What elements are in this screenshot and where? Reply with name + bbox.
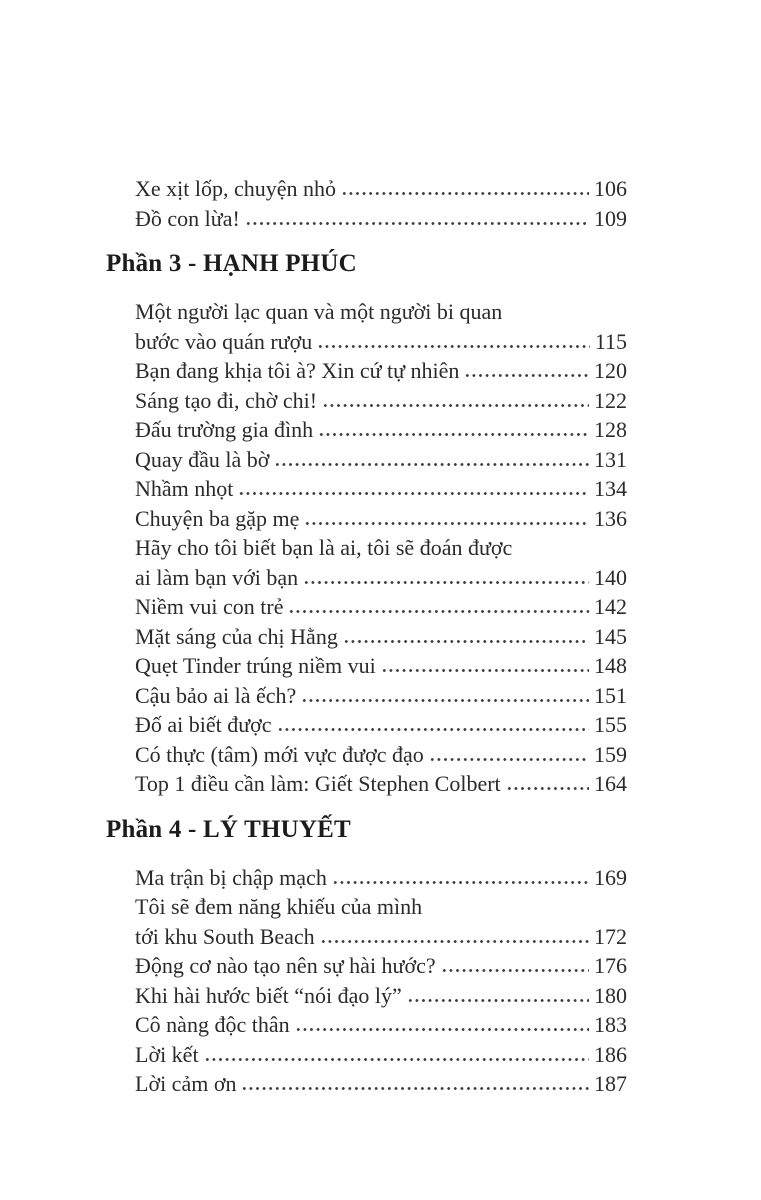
- page-number: 140: [594, 564, 627, 590]
- toc-entry: [135, 174, 627, 204]
- toc-entry-title: Bạn đang khịa tôi à? Xin cứ tự nhiên: [135, 358, 460, 383]
- toc-entry: [135, 204, 627, 234]
- page-number: 120: [594, 358, 627, 383]
- toc-section: [106, 174, 627, 233]
- toc-entry: [135, 740, 627, 770]
- toc-entry: [135, 563, 627, 593]
- dot-leader: [304, 521, 589, 526]
- toc-entry: [135, 681, 627, 711]
- toc-entry-title: Đấu trường gia đình: [135, 417, 314, 442]
- dot-leader: [332, 880, 589, 885]
- toc-entry-title: Xe xịt lốp, chuyện nhỏ: [135, 176, 337, 201]
- toc-entry-title: Top 1 điều cần làm: Giết Stephen Colbert: [135, 771, 501, 796]
- page-number: 136: [594, 505, 627, 531]
- dot-leader: [295, 1027, 589, 1032]
- toc-entry: [135, 592, 627, 622]
- toc-entry-continuation: [135, 892, 627, 922]
- toc-entry-title: Hãy cho tôi biết bạn là ai, tôi sẽ đoán được: [135, 535, 513, 560]
- toc-entry: [135, 386, 627, 416]
- toc-entry-title: Lời cảm ơn: [135, 1071, 237, 1096]
- page-number: 122: [594, 387, 627, 413]
- page-number: 142: [594, 594, 627, 619]
- toc-entry-title: Có thực (tâm) mới vực được đạo: [135, 741, 424, 767]
- toc-entry: [135, 651, 627, 681]
- toc-entry: [135, 1010, 627, 1040]
- page-number: 128: [594, 417, 627, 442]
- toc-entry-title: Một người lạc quan và một người bi quan: [135, 299, 503, 324]
- dot-leader: [320, 939, 589, 944]
- dot-leader: [407, 998, 589, 1003]
- dot-leader: [506, 786, 589, 791]
- page-number: 159: [594, 741, 627, 767]
- toc-list: [106, 174, 627, 1099]
- dot-leader: [429, 757, 589, 762]
- page-number: 169: [594, 864, 627, 890]
- page-number: 145: [594, 623, 627, 649]
- toc-entry-title: Động cơ nào tạo nên sự hài hước?: [135, 953, 436, 978]
- page-number: 109: [594, 205, 627, 231]
- toc-entry-title: bước vào quán rượu: [135, 328, 313, 354]
- page-number: 172: [594, 923, 627, 949]
- page-number: 180: [594, 982, 627, 1008]
- page-number: 134: [594, 476, 627, 501]
- page-number: 151: [594, 682, 627, 708]
- toc-section: [106, 815, 627, 1099]
- dot-leader: [441, 968, 589, 973]
- dot-leader: [317, 344, 590, 349]
- section-heading: Phần 3 - HẠNH PHÚC: [106, 250, 357, 277]
- toc-entry-title: Niềm vui con trẻ: [135, 594, 284, 619]
- toc-entry: [135, 922, 627, 952]
- toc-entry-title: Tôi sẽ đem năng khiếu của mình: [135, 894, 423, 919]
- toc-entry: [135, 504, 627, 534]
- dot-leader: [241, 1086, 589, 1091]
- toc-entry-continuation: [135, 533, 627, 563]
- page-number: 106: [594, 176, 627, 201]
- toc-entry: [135, 951, 627, 981]
- toc-entry-title: Cô nàng độc thân: [135, 1012, 290, 1037]
- dot-leader: [204, 1057, 589, 1062]
- toc-entry: [135, 356, 627, 386]
- page-number: 187: [594, 1071, 627, 1096]
- dot-leader: [301, 698, 589, 703]
- toc-entry: [135, 981, 627, 1011]
- page-number: 186: [594, 1041, 627, 1067]
- toc-entry-title: Đồ con lừa!: [135, 205, 240, 231]
- toc-section: [106, 249, 627, 799]
- dot-leader: [277, 727, 589, 732]
- toc-entry-title: Lời kết: [135, 1041, 199, 1067]
- page-number: 115: [594, 328, 627, 354]
- section-heading: Phần 4 - LÝ THUYẾT: [106, 815, 351, 843]
- toc-entry-title: Khi hài hước biết “nói đạo lý”: [135, 982, 402, 1008]
- toc-entry-title: Mặt sáng của chị Hằng: [135, 623, 338, 649]
- toc-entry: [135, 327, 627, 357]
- toc-entry: [135, 622, 627, 652]
- toc-entry: [135, 769, 627, 799]
- toc-entry-title: Quẹt Tinder trúng niềm vui: [135, 653, 376, 678]
- page-number: 131: [594, 446, 627, 472]
- dot-leader: [288, 609, 589, 614]
- toc-entry-title: Cậu bảo ai là ếch?: [135, 682, 297, 708]
- toc-entry: [135, 1069, 627, 1099]
- toc-entry-title: Quay đầu là bờ: [135, 446, 270, 472]
- toc-entry: [135, 415, 627, 445]
- toc-entry: [135, 445, 627, 475]
- page-number: 155: [594, 712, 627, 737]
- page-number: 148: [594, 653, 627, 678]
- dot-leader: [464, 373, 589, 378]
- toc-entry-title: tới khu South Beach: [135, 923, 315, 949]
- dot-leader: [318, 432, 589, 437]
- page-number: 176: [594, 953, 627, 978]
- toc-entry: [135, 474, 627, 504]
- toc-entry: [135, 1040, 627, 1070]
- dot-leader: [381, 668, 589, 673]
- toc-entry-title: Ma trận bị chập mạch: [135, 864, 327, 890]
- toc-entry: [135, 863, 627, 893]
- toc-entry: [135, 710, 627, 740]
- page-number: 164: [594, 771, 627, 796]
- dot-leader: [245, 221, 589, 226]
- dot-leader: [341, 191, 589, 196]
- dot-leader: [322, 403, 589, 408]
- dot-leader: [274, 462, 589, 467]
- page-number: 183: [594, 1012, 627, 1037]
- toc-entry-title: Nhầm nhọt: [135, 476, 234, 501]
- toc-entry-title: Sáng tạo đi, chờ chi!: [135, 387, 318, 413]
- dot-leader: [343, 639, 589, 644]
- toc-entry-title: Đố ai biết được: [135, 712, 272, 737]
- dot-leader: [303, 580, 589, 585]
- toc-entry-continuation: [135, 297, 627, 327]
- dot-leader: [238, 491, 589, 496]
- toc-entry-title: ai làm bạn với bạn: [135, 564, 299, 590]
- toc-entry-title: Chuyện ba gặp mẹ: [135, 505, 300, 531]
